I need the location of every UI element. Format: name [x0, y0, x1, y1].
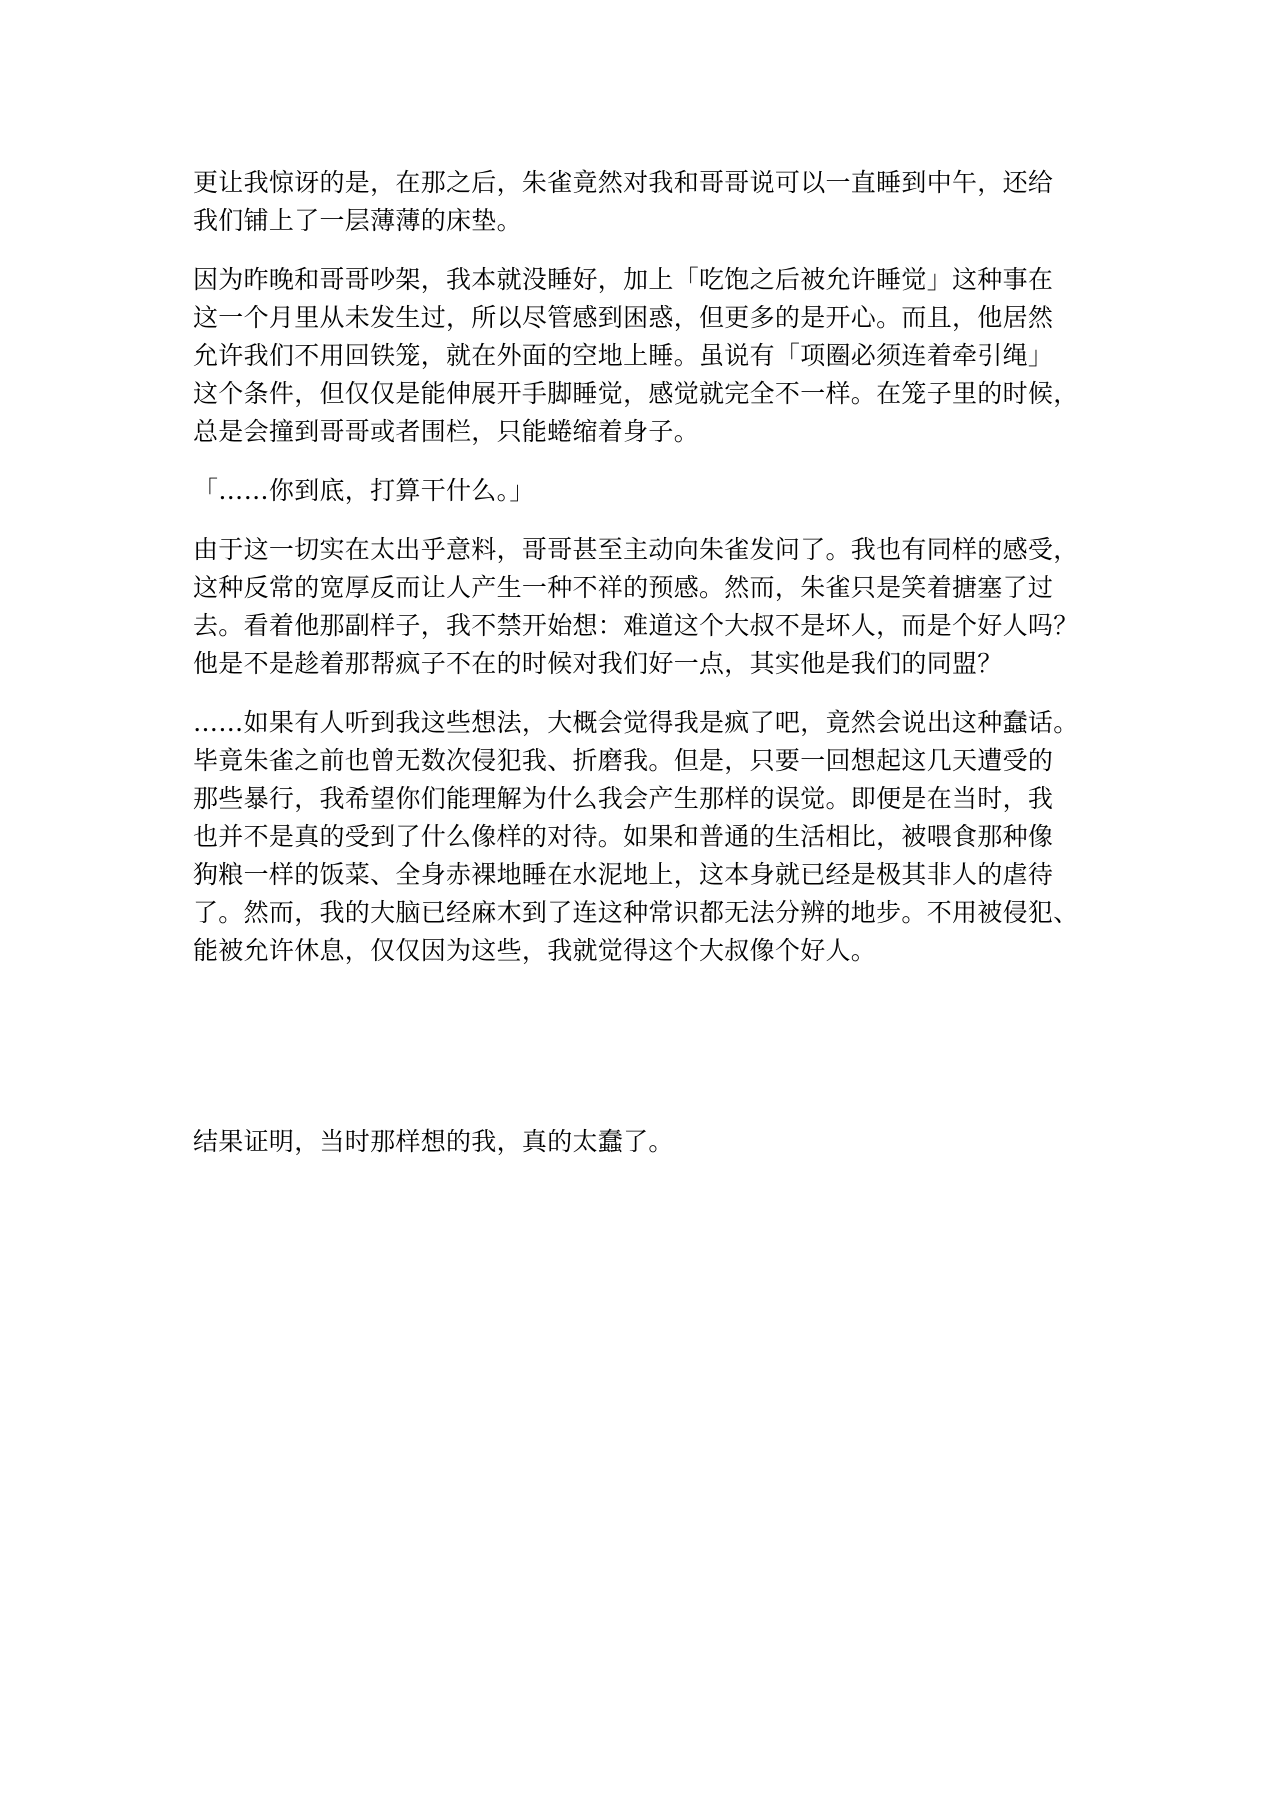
text-line: 因为昨晚和哥哥吵架，我本就没睡好，加上「吃饱之后被允许睡觉」这种事在	[193, 265, 1054, 294]
text-line: 总是会撞到哥哥或者围栏，只能蜷缩着身子。	[193, 417, 700, 446]
text-line: 了。然而，我的大脑已经麻木到了连这种常识都无法分辨的地步。不用被侵犯、	[193, 898, 1079, 927]
text-line: 这一个月里从未发生过，所以尽管感到困惑，但更多的是开心。而且，他居然	[193, 303, 1054, 332]
text-line: 那些暴行，我希望你们能理解为什么我会产生那样的误觉。即便是在当时，我	[193, 784, 1054, 813]
text-line: 他是不是趁着那帮疯子不在的时候对我们好一点，其实他是我们的同盟？	[193, 649, 1003, 678]
text-line: 狗粮一样的饭菜、全身赤裸地睡在水泥地上，这本身就已经是极其非人的虐待	[193, 860, 1054, 889]
paragraph-4	[193, 531, 1093, 683]
text-line: 去。看着他那副样子，我不禁开始想：难道这个大叔不是坏人，而是个好人吗？	[193, 611, 1079, 640]
text-line: 也并不是真的受到了什么像样的对待。如果和普通的生活相比，被喂食那种像	[193, 822, 1054, 851]
text-line: 允许我们不用回铁笼，就在外面的空地上睡。虽说有「项圈必须连着牵引绳」	[193, 341, 1054, 370]
text-line: 毕竟朱雀之前也曾无数次侵犯我、折磨我。但是，只要一回想起这几天遭受的	[193, 746, 1054, 775]
text-line: 由于这一切实在太出乎意料，哥哥甚至主动向朱雀发问了。我也有同样的感受，	[193, 535, 1079, 564]
text-line: 这个条件，但仅仅是能伸展开手脚睡觉，感觉就完全不一样。在笼子里的时候，	[193, 379, 1079, 408]
text-line: 能被允许休息，仅仅因为这些，我就觉得这个大叔像个好人。	[193, 936, 877, 965]
text-line: 我们铺上了一层薄薄的床垫。	[193, 206, 522, 235]
paragraph-3-dialogue	[193, 472, 1093, 510]
paragraph-5	[193, 704, 1093, 970]
text-line: 结果证明，当时那样想的我，真的太蠢了。	[193, 1127, 674, 1156]
text-line: 这种反常的宽厚反而让人产生一种不祥的预感。然而，朱雀只是笑着搪塞了过	[193, 573, 1054, 602]
text-line: ……如果有人听到我这些想法，大概会觉得我是疯了吧，竟然会说出这种蠢话。	[193, 708, 1079, 737]
paragraph-2	[193, 261, 1093, 451]
body-text	[193, 164, 1093, 1182]
text-line: 更让我惊讶的是，在那之后，朱雀竟然对我和哥哥说可以一直睡到中午，还给	[193, 168, 1054, 197]
paragraph-6-conclusion	[193, 1123, 1093, 1161]
paragraph-1	[193, 164, 1093, 240]
section-break	[193, 991, 1093, 1123]
text-line: 「……你到底，打算干什么。」	[193, 476, 535, 505]
